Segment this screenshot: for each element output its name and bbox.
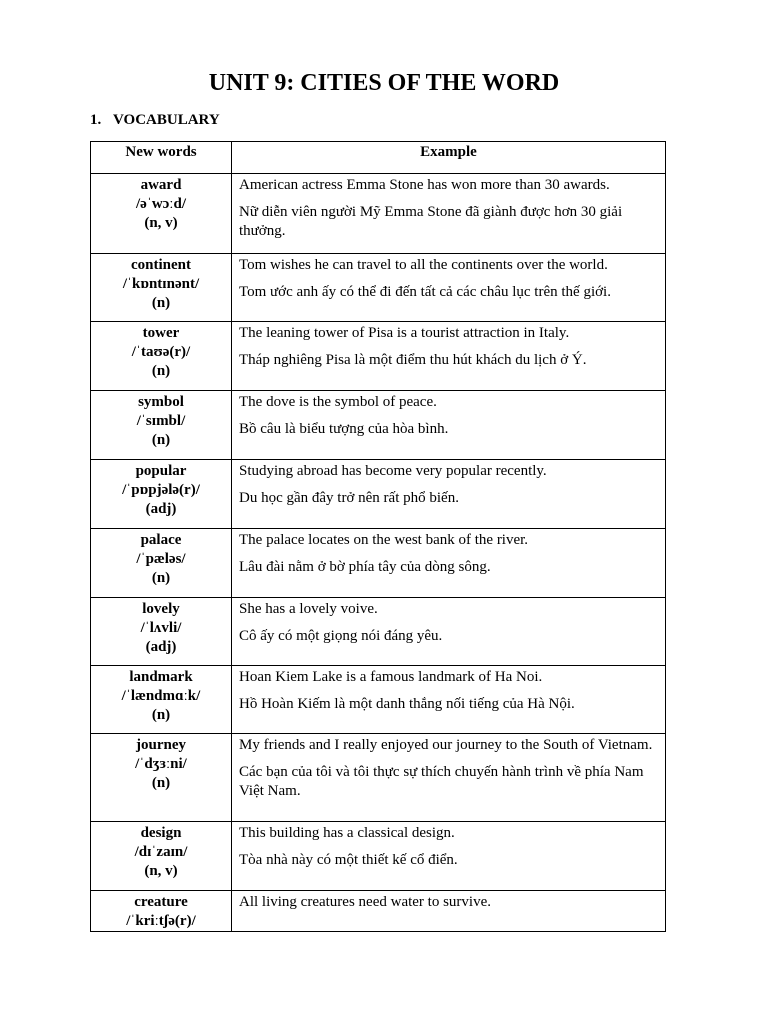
example-english: The leaning tower of Pisa is a tourist attraction in Italy.: [239, 325, 570, 341]
table-row: [91, 460, 666, 529]
example-cell: [232, 460, 666, 529]
vocab-word: palace: [140, 532, 182, 548]
example-english: Tom wishes he can travel to all the continents over the world.: [239, 257, 608, 273]
vocab-pos: (n): [151, 707, 171, 723]
example-english: She has a lovely voive.: [239, 601, 378, 617]
table-row: [91, 734, 666, 822]
table-row: [91, 174, 666, 254]
page-title: UNIT 9: CITIES OF THE WORD: [208, 70, 560, 96]
vocab-pos: (n): [151, 570, 171, 586]
example-english: Studying abroad has become very popular recently.: [239, 463, 547, 479]
example-english: This building has a classical design.: [239, 825, 455, 841]
example-vietnamese: Tom ước anh ấy có thể đi đến tất cả các châu lục trên thế giới.: [239, 284, 611, 300]
vocab-ipa: /dɪˈzaɪn/: [134, 844, 188, 860]
word-cell: [91, 460, 232, 529]
vocab-pos: (n): [151, 295, 171, 311]
vocabulary-table: [90, 141, 666, 932]
vocab-ipa: /ˈsɪmbl/: [136, 413, 186, 429]
vocab-pos: (adj): [145, 501, 177, 517]
example-cell: [232, 666, 666, 734]
table-row: [91, 322, 666, 391]
example-english: The palace locates on the west bank of the river.: [239, 532, 529, 548]
vocab-pos: (adj): [145, 639, 177, 655]
example-vietnamese: Tòa nhà này có một thiết kế cổ điển.: [239, 852, 458, 868]
vocab-ipa: /əˈwɔːd/: [136, 196, 186, 212]
vocab-word: design: [140, 825, 182, 841]
table-row: [91, 391, 666, 460]
section-heading: [90, 112, 220, 129]
vocab-ipa: /ˈpæləs/: [136, 551, 186, 567]
example-vietnamese: Nữ diễn viên người Mỹ Emma Stone đã giành được hơn 30 giải thưởng.: [239, 204, 623, 239]
word-cell: [91, 254, 232, 322]
table-row: [91, 529, 666, 598]
example-english: All living creatures need water to survive.: [239, 894, 491, 910]
table-row: [91, 822, 666, 891]
vocab-ipa: /ˈpɒpjələ(r)/: [122, 482, 200, 498]
example-english: American actress Emma Stone has won more than 30 awards.: [239, 177, 610, 193]
example-vietnamese: Tháp nghiêng Pisa là một điểm thu hút khách du lịch ở Ý.: [239, 352, 587, 368]
vocab-word: journey: [136, 737, 186, 753]
example-english: Hoan Kiem Lake is a famous landmark of Ha Noi.: [239, 669, 543, 685]
vocab-word: landmark: [129, 669, 193, 685]
vocab-word: symbol: [138, 394, 184, 410]
example-vietnamese: Cô ấy có một giọng nói đáng yêu.: [239, 628, 443, 644]
section-label: VOCABULARY: [113, 112, 220, 128]
vocab-ipa: /ˈdʒɜːni/: [135, 756, 187, 772]
table-row: [91, 891, 666, 932]
example-cell: [232, 734, 666, 822]
vocab-pos: (n, v): [144, 215, 178, 231]
example-cell: [232, 391, 666, 460]
vocab-pos: (n): [151, 432, 171, 448]
example-english: My friends and I really enjoyed our journey to the South of Vietnam.: [239, 737, 653, 753]
vocab-word: award: [140, 177, 182, 193]
table-row: [91, 666, 666, 734]
vocab-word: popular: [135, 463, 187, 479]
example-vietnamese: Du học gần đây trở nên rất phổ biến.: [239, 490, 459, 506]
table-header-row: [91, 142, 666, 174]
vocab-word: lovely: [142, 601, 180, 617]
header-example: Example: [232, 142, 666, 174]
vocab-word: tower: [142, 325, 180, 341]
example-vietnamese: Lâu đài nằm ở bờ phía tây của dòng sông.: [239, 559, 491, 575]
example-cell: [232, 598, 666, 666]
word-cell: [91, 734, 232, 822]
vocab-pos: (n): [151, 775, 171, 791]
section-number: 1.: [90, 112, 102, 128]
table-row: [91, 254, 666, 322]
word-cell: [91, 529, 232, 598]
word-cell: [91, 598, 232, 666]
example-vietnamese: Các bạn của tôi và tôi thực sự thích chuyến hành trình về phía Nam Việt Nam.: [239, 764, 644, 799]
header-new-words: New words: [91, 142, 232, 174]
example-cell: [232, 174, 666, 254]
vocab-ipa: /ˈlʌvli/: [140, 620, 182, 636]
example-vietnamese: Hồ Hoàn Kiếm là một danh thắng nối tiếng của Hà Nội.: [239, 696, 575, 712]
example-cell: [232, 891, 666, 932]
table-row: [91, 598, 666, 666]
word-cell: [91, 391, 232, 460]
vocab-ipa: /ˈkɒntɪnənt/: [122, 276, 200, 292]
example-cell: [232, 254, 666, 322]
vocab-ipa: /ˈlændmɑːk/: [121, 688, 201, 704]
word-cell: [91, 666, 232, 734]
vocab-word: creature: [134, 894, 188, 910]
vocab-ipa: /ˈkriːtʃə(r)/: [126, 913, 196, 929]
example-english: The dove is the symbol of peace.: [239, 394, 437, 410]
vocab-pos: (n, v): [144, 863, 178, 879]
word-cell: [91, 822, 232, 891]
word-cell: [91, 174, 232, 254]
example-vietnamese: Bồ câu là biểu tượng của hòa bình.: [239, 421, 449, 437]
example-cell: [232, 529, 666, 598]
example-cell: [232, 822, 666, 891]
vocab-ipa: /ˈtaʊə(r)/: [131, 344, 191, 360]
word-cell: [91, 891, 232, 932]
example-cell: [232, 322, 666, 391]
word-cell: [91, 322, 232, 391]
vocab-word: continent: [131, 257, 191, 273]
vocab-pos: (n): [151, 363, 171, 379]
